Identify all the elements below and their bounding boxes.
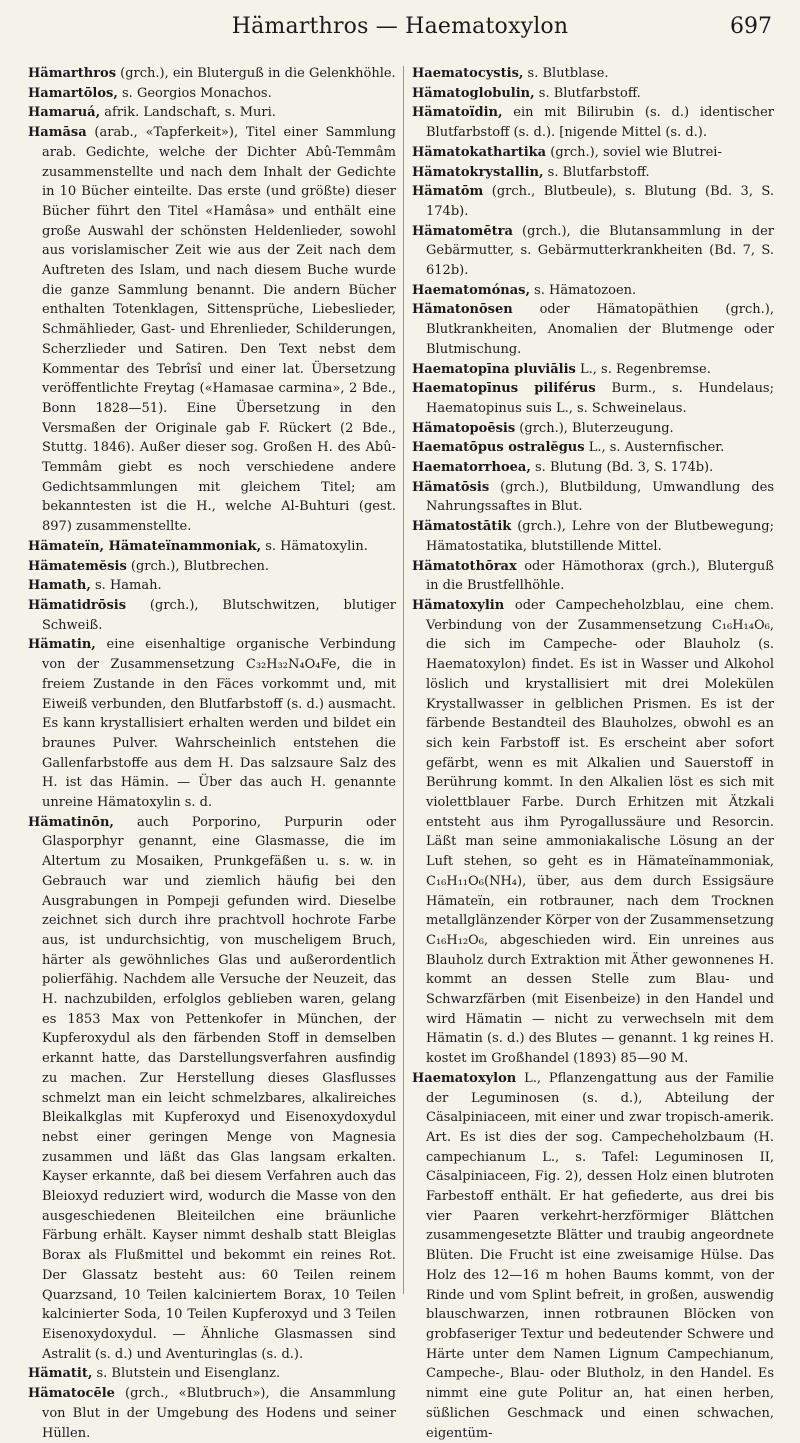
entry-text: s. Hamah.	[90, 578, 162, 594]
entry-headword: Hämatoglobulin,	[412, 85, 535, 101]
entry-headword: Haematopīna pluviālis	[412, 361, 576, 377]
entry-headword: Hämatidrōsis	[28, 597, 127, 613]
dictionary-entry	[412, 557, 774, 596]
entry-text: eine eisenhaltige organische Verbindung von der Zusammensetzung C₃₂H₃₂N₄O₄Fe, die in freiem Zustande in den Fäces vorkommt und, mit Eiweiß verbunden, den Blutfarbstoff (s. d.) ausmacht. Es kann krystallisiert erhalten werden und bildet ein braunes Pulver. Wahrscheinlich entstehen die Gallenfarbstoffe aus dem H. Das salzsaure Salz des H. ist das Hämin. — Über das auch H. genannte unreine Hämatoxylin s. d.	[42, 637, 396, 811]
entry-headword: Hämatopoēsis	[412, 420, 516, 436]
left-column	[28, 64, 396, 1441]
entry-headword: Hämatit,	[28, 1366, 93, 1382]
dictionary-entry	[412, 596, 774, 1069]
dictionary-entry	[412, 458, 774, 478]
entry-headword: Haematocystis,	[412, 66, 524, 81]
entry-headword: Hamaruá,	[28, 105, 101, 121]
dictionary-entry	[28, 596, 396, 635]
dictionary-entry	[412, 300, 774, 359]
running-header	[0, 14, 800, 50]
entry-text: oder Hämothorax (grch.), Bluterguß in die Brustfellhöhle.	[426, 558, 774, 594]
entry-headword: Hämatōsis	[412, 479, 490, 495]
dictionary-entry	[412, 222, 774, 281]
entry-headword: Haematōpus ostralĕgus	[412, 440, 585, 456]
dictionary-entry	[412, 438, 774, 458]
dictionary-entry	[28, 103, 396, 123]
dictionary-entry	[28, 635, 396, 812]
entry-text: (grch.), Blutbildung, Umwandlung des Nahrungssaftes in Blut.	[426, 479, 774, 515]
entry-headword: Hämatinōn,	[28, 814, 114, 830]
entry-headword: Hämatokrystallin,	[412, 164, 544, 180]
dictionary-entry	[412, 1069, 774, 1443]
entry-headword: Hämatomētra	[412, 223, 513, 239]
entry-text: s. Blutstein und Eisenglanz.	[92, 1366, 281, 1382]
entry-headword: Hämatonōsen	[412, 302, 513, 318]
dictionary-entry	[412, 163, 774, 183]
entry-text: (grch.), Lehre von der Blutbewegung; Hämatostatika, blutstillende Mittel.	[426, 519, 774, 554]
entry-text: ein mit Bilirubin (s. d.) identischer Blutfarbstoff (s. d.). [nigende Mittel (s. d.).	[426, 105, 774, 141]
entry-text: s. Hämatozoen.	[529, 282, 637, 298]
entry-headword: Haematomónas,	[412, 282, 530, 298]
entry-headword: Hamath,	[28, 578, 91, 594]
entry-text: (grch.), ein Bluterguß in die Gelenkhöhle.	[116, 66, 396, 81]
entry-headword: Haematopīnus piliférus	[412, 381, 596, 397]
entry-text: s. Blutblase.	[523, 66, 609, 81]
dictionary-entry	[28, 123, 396, 537]
entry-text: s. Blutung (Bd. 3, S. 174b).	[530, 460, 714, 476]
entry-text: L., Pflanzengattung aus der Familie der Leguminosen (s. d.), Abteilung der Cäsalpiniaceen, mit einer und zwar tropisch-amerik. Art. Es ist dies der sog. Campecheholzbaum (H. campechianum L., s. Tafel: Leguminosen II, Cäsalpiniaceen, Fig. 2), dessen Holz einen blutroten Farbestoff enthält. Er hat gefiederte, aus drei bis vier Paaren verkehrt-herzförmiger Blättchen zusammengesetzte Blätter und traubig angeordnete Blüten. Die Frucht ist eine zweisamige Hülse. Das Holz des 12—16 m hohen Baums kommt, von der Rinde und vom Splint befreit, in großen, auswendig blauschwarzen, innen rotbraunen Blöcken von grobfaseriger Textur und bedeutender Schwere und Härte unter dem Namen Lignum Campechianum, Campeche-, Blau- oder Blutholz, in den Handel. Es nimmt eine gute Politur an, hat einen herben, süßlichen Geschmack und einen schwachen, eigentüm-	[426, 1070, 774, 1441]
entry-headword: Hämateïn, Hämateïnammoniak,	[28, 538, 262, 554]
dictionary-entry	[412, 517, 774, 556]
page-number: 697	[730, 14, 772, 39]
dictionary-entry	[28, 1384, 396, 1443]
dictionary-entry	[412, 143, 774, 163]
dictionary-entry	[412, 478, 774, 517]
dictionary-entry	[28, 64, 396, 84]
entry-text: (grch., «Blutbruch»), die Ansammlung von Blut in der Umgebung des Hodens und seiner Hüllen.	[42, 1386, 396, 1441]
entry-text: L., s. Austernfischer.	[584, 440, 725, 456]
entry-headword: Haematorrhoea,	[412, 460, 531, 476]
entry-headword: Hämatokathartika	[412, 144, 547, 160]
dictionary-entry	[412, 379, 774, 418]
entry-text: oder Campecheholzblau, eine chem. Verbindung von der Zusammensetzung C₁₆H₁₄O₆, die sich im Campeche- oder Blauholz (s. Haematoxylon) findet. Es ist in Wasser und Alkohol löslich und krystallisiert mit drei Molekülen Krystallwasser in gelblichen Prismen. Es ist der färbende Bestandteil des Blauholzes, obwohl es an sich kein Farbstoff ist. Es erscheint aber sofort gefärbt, wenn es mit Alkalien und Sauerstoff in Berührung kommt. In den Alkalien löst es sich mit violettblauer Farbe. Durch Erhitzen mit Ätzkali entsteht aus ihm Pyrogallussäure und Resorcin. Läßt man seine ammoniakalische Lösung an der Luft stehen, so geht es in Hämateïnammoniak, C₁₆H₁₁O₆(NH₄), über, aus dem durch Essigsäure Hämateïn, ein rotbrauner, nach dem Trocknen metallglänzender Körper von der Zusammensetzung C₁₆H₁₂O₆, abgeschieden wird. Ein unreines aus Blauholz durch Extraktion mit Äther gewonnenes H. kommt an dessen Stelle zum Blau- und Schwarzfärben (mit Eisenbeize) in den Handel und wird Hämatin — nicht zu verwechseln mit dem Hämatin (s. d.) des Blutes — genannt. 1 kg reines H. kostet im Großhandel (1893) 85—90 M.	[426, 597, 774, 1067]
dictionary-entry	[412, 419, 774, 439]
entry-text: (grch.), Blutschwitzen, blutiger Schweiß.	[42, 597, 396, 633]
dictionary-entry	[28, 813, 396, 1365]
entry-text: oder Hämatopäthien (grch.), Blutkrankheiten, Anomalien der Blutmenge oder Blutmischung.	[426, 302, 774, 357]
entry-headword: Hamāsa	[28, 125, 87, 141]
dictionary-entry	[28, 557, 396, 577]
entry-headword: Hämatemĕsis	[28, 558, 127, 574]
entry-text: (grch.), Blutbrechen.	[126, 558, 270, 574]
entry-text: L., s. Regenbremse.	[575, 361, 711, 377]
dictionary-entry	[28, 537, 396, 557]
entry-text: (arab., «Tapferkeit»), Titel einer Sammlung arab. Gedichte, welche der Dichter Abû-Temmâm zusammenstellte und nach dem Inhalt der Gedichte in 10 Bücher einteilte. Das erste (und größte) dieser Bücher führt den Titel «Hamâsa» und enthält eine große Auswahl der schönsten Heldenlieder, sowohl aus vorislamischer Zeit wie aus der Zeit nach dem Auftreten des Islam, und nach diesem Buche wurde die ganze Sammlung benannt. Die andern Bücher enthalten Totenklagen, Sittensprüche, Liebeslieder, Schmählieder, Gast- und Ehrenlieder, Schilderungen, Scherzlieder und Satiren. Den Text nebst dem Kommentar des Tebrîsî und einer lat. Übersetzung veröffentlichte Freytag («Hamasae carmina», 2 Bde., Bonn 1828—51). Eine Übersetzung in den Versmaßen der Originale gab F. Rückert (2 Bde., Stuttg. 1846). Außer dieser sog. Großen H. des Abû-Temmâm giebt es noch verschiedene andere Gedichtsammlungen mit gleichem Titel; am bekanntesten ist die H., welche Al-Buhturi (gest. 897) zusammenstellte.	[42, 125, 396, 535]
entry-headword: Haematoxylon	[412, 1070, 517, 1086]
entry-headword: Hämatocēle	[28, 1386, 115, 1402]
running-title: Hämarthros — Haematoxylon	[231, 14, 569, 39]
entry-text: s. Blutfarbstoff.	[543, 164, 650, 180]
entry-headword: Hämatin,	[28, 637, 96, 653]
entry-headword: Hämatōm	[412, 184, 484, 200]
entry-text: (grch.), die Blutansammlung in der Gebärmutter, s. Gebärmutterkrankheiten (Bd. 7, S. 612b).	[426, 223, 774, 279]
entry-text: afrik. Landschaft, s. Muri.	[100, 105, 276, 121]
entry-text: s. Georgios Monachos.	[117, 85, 272, 101]
dictionary-entry	[28, 576, 396, 596]
dictionary-entry	[412, 182, 774, 221]
entry-headword: Hamartōlos,	[28, 85, 118, 101]
dictionary-entry	[412, 64, 774, 84]
dictionary-entry	[412, 281, 774, 301]
dictionary-entry	[412, 103, 774, 142]
entry-headword: Hämatoïdin,	[412, 105, 503, 121]
dictionary-entry	[28, 1364, 396, 1384]
entry-text: (grch.), Bluterzeugung.	[515, 420, 674, 436]
entry-text: auch Porporino, Purpurin oder Glasporphyr genannt, eine Glasmasse, die im Altertum zu Mosaiken, Prunkgefäßen u. s. w. in Gebrauch war und ziemlich häufig bei den Ausgrabungen in Pompeji gefunden wird. Dieselbe zeichnet sich durch ihre prachtvoll hochrote Farbe aus, ist undurchsichtig, von muscheligem Bruch, härter als gewöhnliches Glas und außerordentlich polierfähig. Nachdem alle Versuche der Neuzeit, das H. nachzubilden, erfolglos geblieben waren, gelang es 1853 Max von Pettenkofer in München, der Kupferoxydul als den färbenden Stoff in demselben erkannt hatte, das Darstellungsverfahren ausfindig zu machen. Zur Herstellung dieses Glasflusses schmelzt man ein leicht schmelzbares, alkalireiches Bleikalkglas mit Kupferoxyd und Eisenoxydoxydul nebst einer geringen Menge von Magnesia zusammen und läßt das Glas langsam erkalten. Kayser erkannte, daß bei diesem Verfahren auch das Bleioxyd reduziert wird, wodurch die Masse von den ausgeschiedenen Bleiteilchen eine bräunliche Färbung erhält. Kayser nimmt deshalb statt Bleiglas Borax als Flußmittel und bekommt ein reines Rot. Der Glassatz besteht aus: 60 Teilen reinem Quarzsand, 10 Teilen kalciniertem Borax, 10 Teilen kalcinierter Soda, 10 Teilen Kupferoxyd und 3 Teilen Eisenoxydoxydul. — Ähnliche Glasmassen sind Astralit (s. d.) und Aventuringlas (s. d.).	[42, 814, 396, 1362]
column-divider	[403, 66, 404, 1294]
entry-text: Burm., s. Hundelaus; Haematopinus suis L., s. Schweinelaus.	[426, 381, 774, 416]
entry-headword: Hämatostātik	[412, 519, 512, 535]
entry-headword: Hämarthros	[28, 66, 117, 81]
entry-text: (grch., Blutbeule), s. Blutung (Bd. 3, S. 174b).	[426, 184, 774, 219]
entry-text: s. Blutfarbstoff.	[534, 85, 641, 101]
dictionary-entry	[28, 84, 396, 104]
entry-text: (grch.), soviel wie Blutrei-	[546, 144, 722, 160]
dictionary-entry	[412, 360, 774, 380]
dictionary-entry	[412, 84, 774, 104]
entry-headword: Hämatothōrax	[412, 558, 517, 574]
entry-text: s. Hämatoxylin.	[261, 538, 368, 554]
right-column	[412, 64, 774, 1441]
entry-headword: Hämatoxylin	[412, 597, 505, 613]
